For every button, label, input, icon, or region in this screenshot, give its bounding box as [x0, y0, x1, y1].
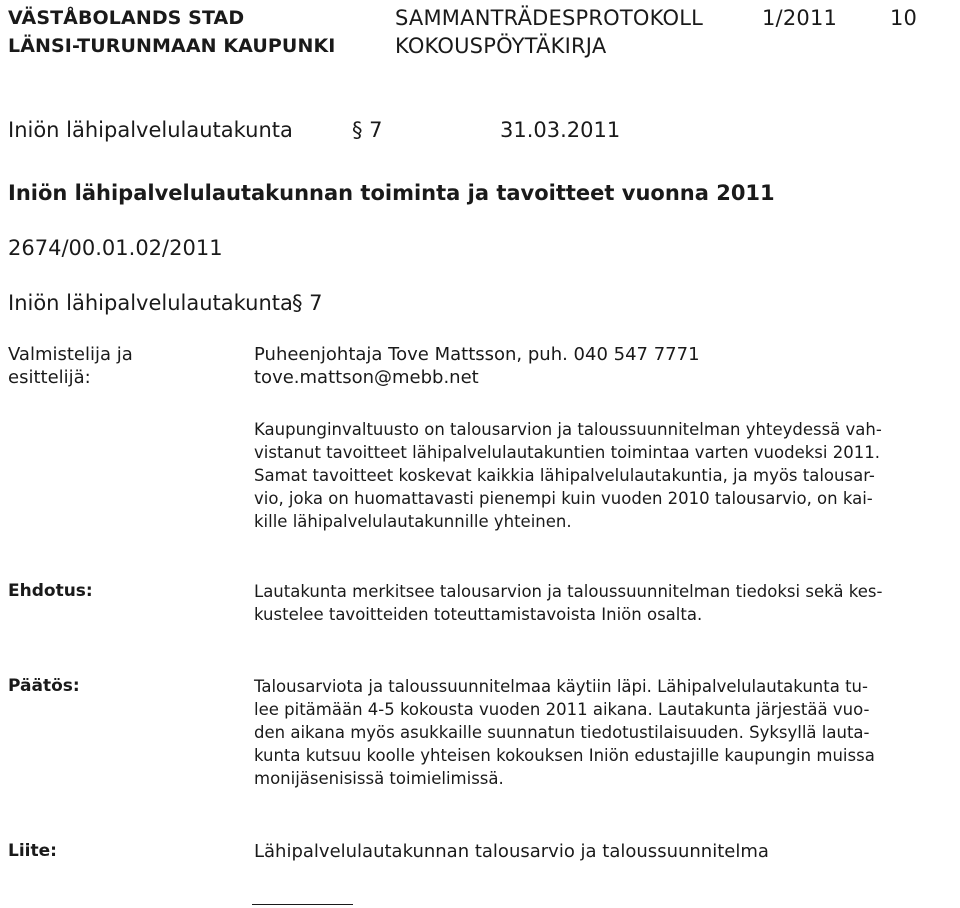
proposal-line: Lautakunta merkitsee talousarvion ja taloussuunnitelman tiedoksi sekä kes- [254, 582, 883, 601]
decision-line: kunta kutsuu koolle yhteisen kokouksen Iniön edustajille kaupungin muissa [254, 746, 875, 765]
item-title: Iniön lähipalvelulautakunnan toiminta ja tavoitteet vuonna 2011 [8, 181, 775, 205]
proposal-label: Ehdotus: [8, 581, 93, 601]
decision-paragraph [254, 675, 954, 790]
preparer-email: tove.mattson@mebb.net [254, 367, 479, 388]
attachment-text: Lähipalvelulautakunnan talousarvio ja taloussuunnitelma [254, 841, 769, 862]
decision-line: den aikana myös asukkaille suunnatun tiedotustilaisuuden. Syksyllä lauta- [254, 723, 870, 742]
protocol-title-finnish: KOKOUSPÖYTÄKIRJA [395, 34, 607, 58]
description-line: kille lähipalvelulautakunnille yhteinen. [254, 512, 572, 531]
preparer-label-line1: Valmistelija ja [8, 344, 133, 365]
description-paragraph [254, 418, 954, 533]
meeting-board: Iniön lähipalvelulautakunta [8, 118, 293, 142]
meeting-date: 31.03.2011 [500, 118, 621, 142]
preparer-label-line2: esittelijä: [8, 367, 91, 388]
decision-line: monijäsenisissä toimielimissä. [254, 769, 504, 788]
preparer-name: Puheenjohtaja Tove Mattsson, puh. 040 547 7771 [254, 344, 700, 365]
protocol-title-swedish: SAMMANTRÄDESPROTOKOLL [395, 6, 703, 30]
description-line: vio, joka on huomattavasti pienempi kuin vuoden 2010 talousarvio, on kai- [254, 489, 873, 508]
diary-number: 2674/00.01.02/2011 [8, 236, 223, 260]
board-reference-section: § 7 [292, 291, 323, 315]
meeting-section: § 7 [352, 118, 383, 142]
proposal-paragraph [254, 580, 954, 626]
decision-line: lee pitämään 4-5 kokousta vuoden 2011 aikana. Lautakunta järjestää vuo- [254, 700, 870, 719]
board-reference: Iniön lähipalvelulautakunta [8, 291, 293, 315]
attachment-label: Liite: [8, 841, 57, 861]
page-number: 10 [890, 6, 918, 30]
proposal-line: kustelee tavoitteiden toteuttamistavoista Iniön osalta. [254, 605, 703, 624]
description-line: vistanut tavoitteet lähipalvelulautakuntien toimintaa varten vuodeksi 2011. [254, 443, 880, 462]
description-line: Kaupunginvaltuusto on talousarvion ja taloussuunnitelman yhteydessä vah- [254, 420, 882, 439]
decision-label: Päätös: [8, 676, 80, 696]
signature-line [252, 904, 353, 905]
decision-line: Talousarviota ja taloussuunnitelmaa käytiin läpi. Lähipalvelulautakunta tu- [254, 677, 868, 696]
protocol-number: 1/2011 [762, 6, 838, 30]
organization-name-finnish: LÄNSI-TURUNMAAN KAUPUNKI [8, 35, 336, 57]
organization-name-swedish: VÄSTÅBOLANDS STAD [8, 7, 245, 29]
description-line: Samat tavoitteet koskevat kaikkia lähipalvelulautakuntia, ja myös talousar- [254, 466, 875, 485]
